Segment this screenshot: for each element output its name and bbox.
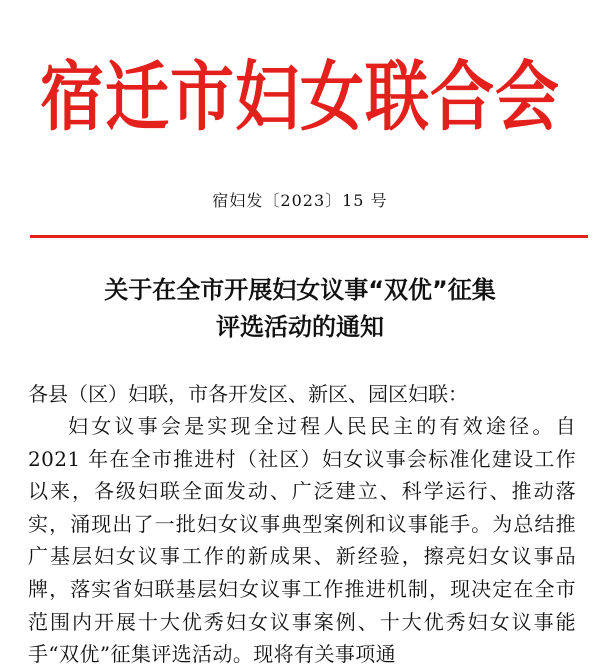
org-masthead: 宿迁市妇女联合会 (40, 53, 560, 142)
notice-title-line-1: 关于在全市开展妇女议事“双优”征集 (104, 276, 496, 304)
document-number: 宿妇发〔2023〕15 号 (212, 191, 388, 210)
addressee-line: 各县（区）妇联，市各开发区、新区、园区妇联： (28, 382, 468, 406)
notice-title-line-2: 评选活动的通知 (216, 313, 384, 341)
red-divider-rule (30, 235, 588, 238)
notice-body-paragraph: 妇女议事会是实现全过程人民民主的有效途径。自 2021 年在全市推进村（社区）妇女议事会标准化建设工作以来，各级妇联全面发动、广泛建立、科学运行、推动落实，涌现出了一批妇女议事典型案例和议事能手。为总结推广基层妇女议事工作的新成果、新经验，擦亮妇女议事品牌，落实省妇联基层妇女议事工作推进机制，现决定在全市范围内开展十大优秀妇女议事案例、十大优秀妇女议事能手“双优”征集评选活动。现将有关事项通 (28, 414, 576, 667)
notice-title (0, 272, 600, 346)
